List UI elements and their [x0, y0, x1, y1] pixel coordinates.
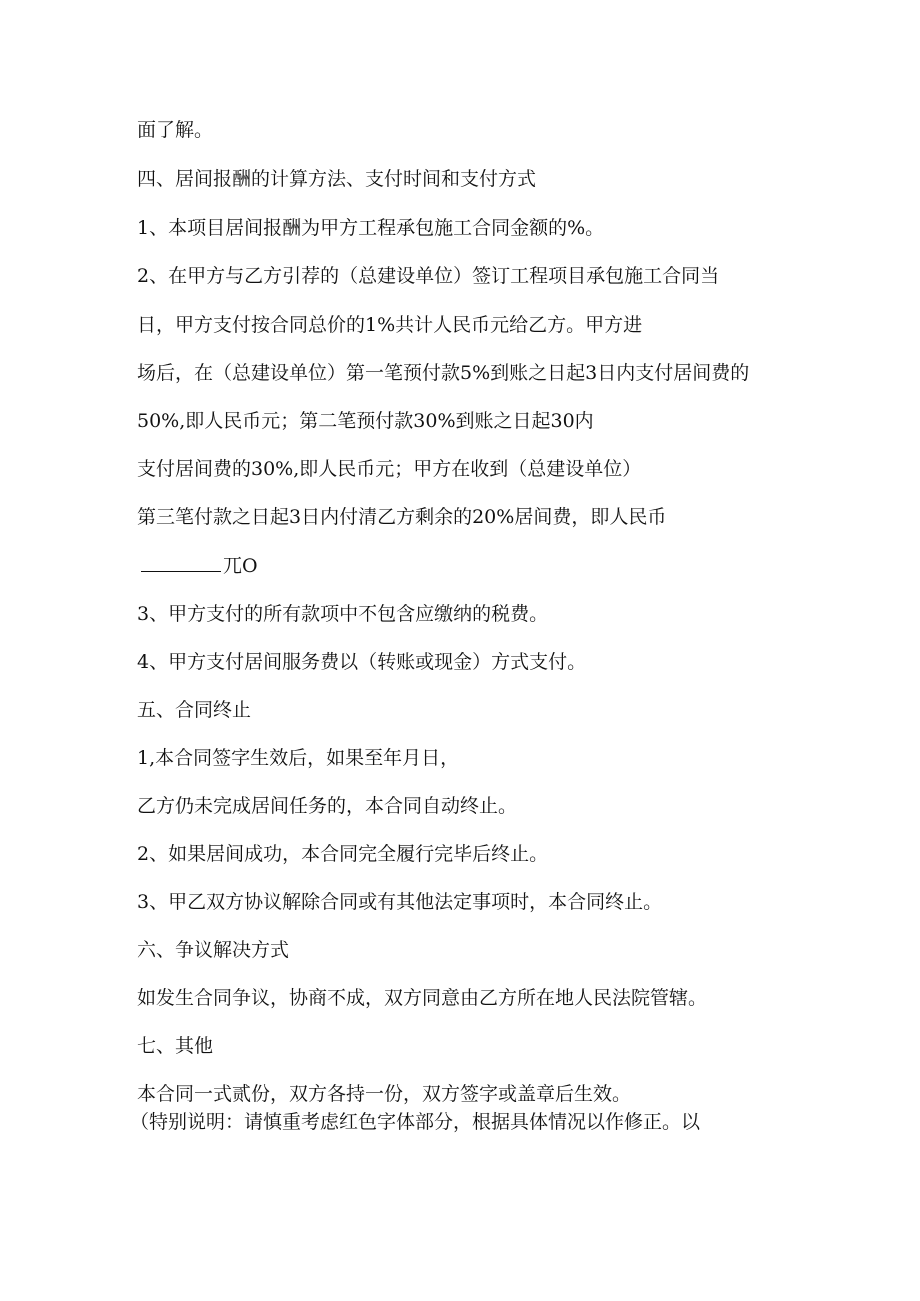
text-line: 1、本项目居间报酬为甲方工程承包施工合同金额的%。	[137, 217, 605, 239]
text-line: 2、在甲方与乙方引荐的（总建设单位）签订工程项目承包施工合同当	[137, 265, 720, 287]
text-line: 本合同一式贰份，双方各持一份，双方签字或盖章后生效。	[137, 1083, 632, 1105]
text-line: 乙方仍未完成居间任务的，本合同自动终止。	[137, 795, 518, 817]
text-line: 面了解。	[137, 119, 214, 141]
text-line: 4、甲方支付居间服务费以（转账或现金）方式支付。	[137, 651, 587, 673]
text-line: 3、甲方支付的所有款项中不包含应缴纳的税费。	[137, 603, 549, 625]
section-heading-other: 七、其他	[137, 1035, 214, 1057]
text-line: 第三笔付款之日起3日内付清乙方剩余的20%居间费，即人民币	[137, 506, 667, 528]
special-note-line: （特别说明：请慎重考虑红色字体部分，根据具体情况以作修正。以	[130, 1111, 701, 1133]
text-line: 50%,即人民币元；第二笔预付款30%到账之日起30内	[137, 410, 594, 432]
text-line: 支付居间费的30%,即人民币元；甲方在收到（总建设单位）	[137, 458, 642, 480]
text-line: 1,本合同签字生效后，如果至年月日，	[137, 747, 460, 769]
blank-amount-line	[137, 553, 258, 578]
fill-in-blank	[141, 553, 221, 572]
text-line: 3、甲乙双方协议解除合同或有其他法定事项时，本合同终止。	[137, 891, 663, 913]
text-line: 2、如果居间成功，本合同完全履行完毕后终止。	[137, 843, 549, 865]
section-heading-termination: 五、合同终止	[137, 699, 252, 721]
amount-unit-text: 兀O	[223, 555, 258, 577]
text-line: 日，甲方支付按合同总价的1%共计人民币元给乙方。甲方进	[137, 314, 643, 336]
section-heading-remuneration: 四、居间报酬的计算方法、支付时间和支付方式	[137, 168, 537, 190]
section-heading-dispute: 六、争议解决方式	[137, 939, 290, 961]
text-line: 场后，在（总建设单位）第一笔预付款5%到账之日起3日内支付居间费的	[137, 362, 750, 384]
text-line: 如发生合同争议，协商不成，双方同意由乙方所在地人民法院管辖。	[137, 987, 708, 1009]
